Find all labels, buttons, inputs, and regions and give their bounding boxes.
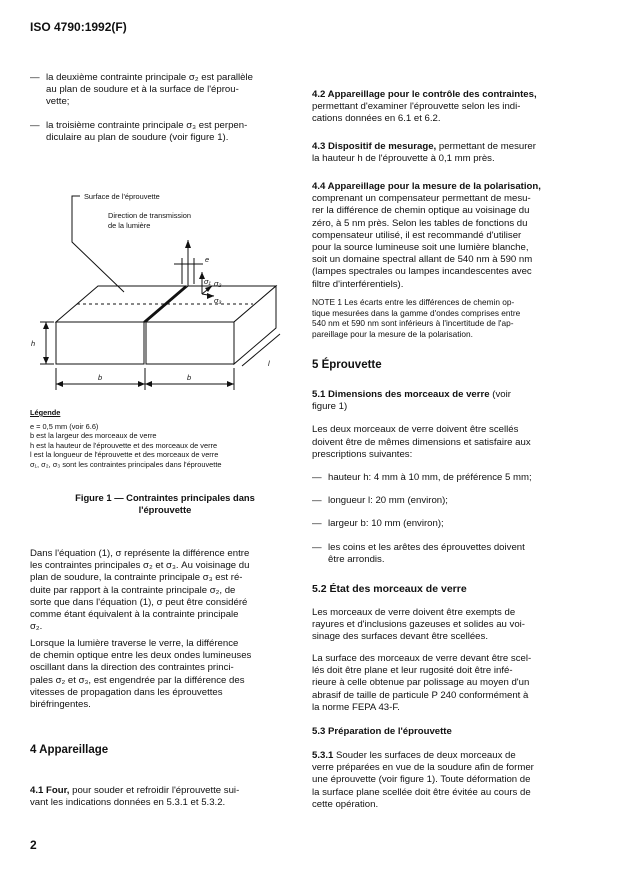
section-4-1: 4.1 Four, pour souder et refroidir l'éprouvette sui- vant les indications données en 5.3.1 et 5.3.2. xyxy=(30,785,240,809)
list-item: — largeur b: 10 mm (environ); xyxy=(312,518,596,530)
page-header: ISO 4790:1992(F) xyxy=(30,20,127,34)
list-item: — les coins et les arêtes des éprouvettes doivent être arrondis. xyxy=(312,542,596,566)
label-sigma2: σ₂ xyxy=(214,279,222,288)
left-block-front xyxy=(56,322,144,364)
section-5-3-heading: 5.3 Préparation de l'éprouvette xyxy=(312,726,452,737)
label-sigma1: σ₁ xyxy=(204,277,211,286)
legend-item: e = 0,5 mm (voir 6.6) xyxy=(30,421,99,431)
section-5-2-para2: La surface des morceaux de verre devant être scel- lés doit être plane et leur rugosité doit être infé- rieure à celle obtenue par polissage au moyen d'un abrasif de taille de particule P 240 conformément à la norme FEPA 43-F. xyxy=(312,653,532,713)
page-number: 2 xyxy=(30,838,37,852)
label-e: e xyxy=(205,255,210,264)
legend-item: σ₁, σ₂, σ₃ sont les contraintes principales dans l'éprouvette xyxy=(30,459,222,469)
label-direction-2: de la lumière xyxy=(108,221,151,230)
paragraph-equation: Dans l'équation (1), σ représente la différence entre les contraintes principales σ₂ et σ₃. Au voisinage du plan de soudure, la contrainte principale σ₃ est ré- duite par rapport à la contrainte principale σ₂, de sorte que dans l'équation (1), σ peut être considéré comme étant équivalent à la contrainte principale σ₂. xyxy=(30,548,250,633)
label-surface: Surface de l'éprouvette xyxy=(84,192,160,201)
note-1: NOTE 1 Les écarts entre les différences de chemin op- tique mesurées dans la gamme d'ondes comprises entre 540 nm et 590 nm sont inférieurs à l'incertitude de l'ap- pareillage pour la mesure de la polarisation. xyxy=(312,297,521,339)
section-5-1: 5.1 Dimensions des morceaux de verre (voir figure 1) Les deux morceaux de verre doivent être scellés doivent être de mêmes dimensions et satisfaire aux prescriptions suivantes: — hauteur h: 4 mm à 10 mm, de préférence 5 mm; — longueur l: 20 mm (environ); — largeur b: 10 mm (environ); — les coins et les arêtes des éprouvettes doivent être arrondis. xyxy=(312,389,596,566)
section-4-heading: 4 Appareillage xyxy=(30,744,109,756)
section-4-2: 4.2 Appareillage pour le contrôle des contraintes, permettant d'examiner l'éprouvette selon les indi- cations données en 6.1 et 6.2. xyxy=(312,89,537,125)
list-item: — hauteur h: 4 mm à 10 mm, de préférence 5 mm; xyxy=(312,472,596,484)
legend-item: b est la largeur des morceaux de verre xyxy=(30,431,157,441)
section-5-2-para1: Les morceaux de verre doivent être exempts de rayures et d'inclusions gazeuses et solides au voi- sinage des surfaces devant être scellées. xyxy=(312,607,526,643)
figure-caption: Figure 1 — Contraintes principales dans l'éprouvette xyxy=(75,492,255,515)
section-5-3-1: 5.3.1 Souder les surfaces de deux morceaux de verre préparées en vue de la soudure afin de former une éprouvette (voir figure 1). Toute déformation de la surface plane scellée doit être évitée au cours de cette opération. xyxy=(312,750,534,810)
figure-1-diagram xyxy=(28,182,300,406)
figure-legend xyxy=(30,408,300,470)
label-b-right: b xyxy=(187,373,192,382)
label-l: l xyxy=(268,359,270,368)
list-item: — longueur l: 20 mm (environ); xyxy=(312,495,596,507)
label-b-left: b xyxy=(98,373,103,382)
legend-item: l est la longueur de l'éprouvette et des morceaux de verre xyxy=(30,450,219,460)
right-block-front xyxy=(146,322,234,364)
section-4-3: 4.3 Dispositif de mesurage, permettant de mesurer la hauteur h de l'éprouvette à 0,1 mm près. xyxy=(312,141,536,165)
label-sigma3: σ₃ xyxy=(214,296,222,305)
label-direction-1: Direction de transmission xyxy=(108,211,191,220)
legend-item: h est la hauteur de l'éprouvette et des morceaux de verre xyxy=(30,440,218,450)
section-4-4: 4.4 Appareillage pour la mesure de la polarisation, comprenant un compensateur permettant de mesu- rer la différence de chemin optique au voisinage du zéro, à 5 nm près. Selon les tables de fonctions du compensateur utilisé, il est recommandé d'utiliser pour la source lumineuse soit une lumière blanche, soit un domaine spectral allant de 540 nm à 590 nm (lampes spectrales ou lampes incandescentes avec filtre d'interférentiels). xyxy=(312,181,541,290)
stress-list xyxy=(30,72,300,144)
legend-title: Légende xyxy=(30,408,61,417)
section-5-2-heading: 5.2 État des morceaux de verre xyxy=(312,583,467,595)
list-item: — la troisième contrainte principale σ₃ est perpen- diculaire au plan de soudure (voir figure 1). xyxy=(30,120,300,144)
paragraph-light: Lorsque la lumière traverse le verre, la différence de chemin optique entre les deux ondes lumineuses oscillant dans la direction des contraintes princi- pales σ₂ et σ₃, est engendrée par la différence des vitesses de propagation dans les éprouvettes biréfringentes. xyxy=(30,638,252,711)
section-5-heading: 5 Éprouvette xyxy=(312,359,382,371)
list-item: — la deuxième contrainte principale σ₂ est parallèle au plan de soudure et à la surface de l'éprou- vette; xyxy=(30,72,300,109)
label-h: h xyxy=(31,339,36,348)
